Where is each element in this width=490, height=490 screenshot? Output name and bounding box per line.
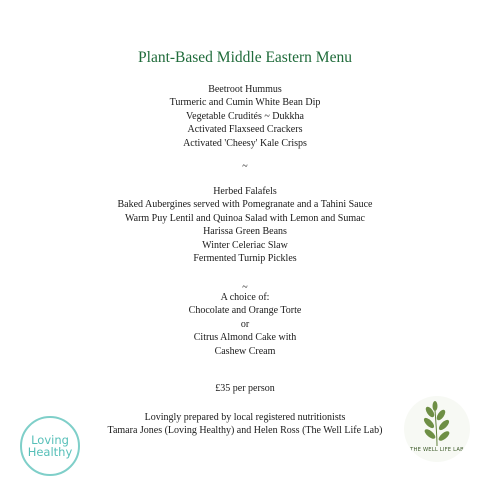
menu-item: Citrus Almond Cake with — [193, 332, 297, 344]
loving-healthy-logo — [20, 416, 80, 476]
section-separator: ~ — [242, 161, 248, 172]
menu-item: Winter Celeriac Slaw — [202, 239, 288, 251]
menu-item: Baked Aubergines served with Pomegranate and a Tahini Sauce — [117, 199, 373, 211]
logo-text: Loving — [31, 433, 69, 447]
menu-item: Chocolate and Orange Torte — [188, 305, 302, 317]
logo-text: Healthy — [27, 445, 73, 459]
price: £35 per person — [215, 383, 275, 394]
menu-title: Plant-Based Middle Eastern Menu — [138, 49, 352, 66]
menu-item: Activated 'Cheesy' Kale Crisps — [183, 137, 307, 149]
menu-item: A choice of: — [220, 292, 270, 303]
menu-item: Cashew Cream — [214, 345, 276, 357]
mains-list — [0, 185, 490, 265]
desserts-list — [0, 291, 490, 358]
menu-item: Beetroot Hummus — [208, 84, 282, 95]
menu-item: Vegetable Crudités ~ Dukkha — [186, 110, 304, 122]
credits-line: Tamara Jones (Loving Healthy) and Helen Ross (The Well Life Lab) — [107, 425, 383, 437]
menu-item: Herbed Falafels — [213, 186, 277, 197]
starters-list — [0, 83, 490, 150]
menu-item: or — [240, 318, 250, 330]
menu-item: Harissa Green Beans — [203, 226, 287, 238]
credits-line: Lovingly prepared by local registered nutritionists — [144, 412, 346, 423]
menu-item: Turmeric and Cumin White Bean Dip — [169, 97, 321, 109]
menu-item: Fermented Turnip Pickles — [193, 253, 297, 265]
menu-item: Warm Puy Lentil and Quinoa Salad with Lemon and Sumac — [125, 212, 365, 224]
logo-text: THE WELL LIFE LAB — [410, 447, 464, 453]
menu-item: Activated Flaxseed Crackers — [187, 124, 303, 136]
section-separator: ~ — [242, 282, 248, 293]
well-life-lab-logo — [404, 396, 470, 462]
